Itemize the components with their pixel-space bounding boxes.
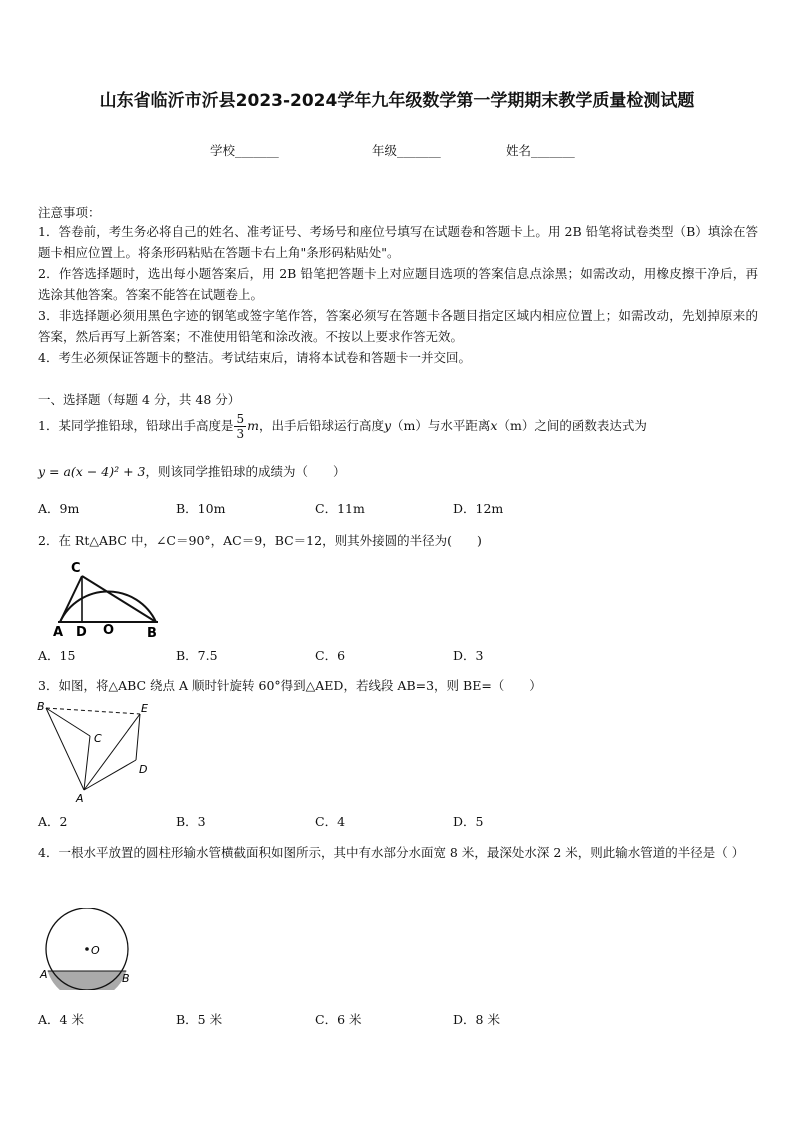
q1-text-part4: （m）之间的函数表达式为 [497,418,647,433]
q3-option-c: C．4 [315,814,346,829]
q1-unit: m [247,418,259,433]
q2-option-c: C．6 [315,648,346,663]
q2-semicircle [60,591,156,622]
notice-item-4: 4．考生必须保证答题卡的整洁。考试结束后，请将本试卷和答题卡一并交回。 [38,350,471,365]
q2-figure [48,556,164,640]
notice-item-1: 1．答卷前，考生务必将自己的姓名、准考证号、考场号和座位号填写在试题卷和答题卡上。用 2B 铅笔将试卷类型（B）填涂在答题卡相应位置上。将条形码粘贴在答题卡右上角"条形码粘贴处"。 [38,224,758,260]
q2-side-cb [82,576,156,622]
q4-option-d: D．8 米 [453,1012,500,1027]
grade-field-label: 年级_______ [372,143,441,158]
q1-text-part1: 1．某同学推铅球，铅球出手高度是 [38,418,234,433]
q2-label-b: B [147,626,157,640]
section-heading: 一、选择题（每题 4 分，共 48 分） [38,392,241,407]
q4-option-c: C．6 米 [315,1012,362,1027]
q3-segment-be [46,708,140,714]
question-2-stem: 2．在 Rt△ABC 中，∠C＝90°，AC＝9，BC＝12，则其外接圆的半径为( ) [38,533,482,548]
q4-water-region [48,971,127,990]
q3-label-d: D [139,763,148,776]
q1-text-line2: ，则该同学推铅球的成绩为（ ） [145,464,346,479]
q4-label-b: B [122,972,130,985]
notice-item-3: 3．非选择题必须用黑色字迹的钢笔或签字笔作答，答案必须写在答题卡各题目指定区域内相应位置上；如需改动，先划掉原来的答案，然后再写上新答案；不准使用铅笔和涂改液。不按以上要求作答无效。 [38,308,758,344]
question-3-stem: 3．如图，将△ABC 绕点 A 顺时针旋转 60°得到△AED，若线段 AB=3，则 BE=（ ） [38,678,542,693]
q4-figure [36,908,140,990]
q1-option-a: A．9m [38,501,80,516]
q2-label-d: D [76,625,87,640]
name-field-label: 姓名_______ [506,143,575,158]
q1-text-part3: （m）与水平距离 [391,418,491,433]
q3-figure [34,698,158,806]
q3-label-e: E [141,702,148,715]
q3-side-ca [84,736,90,790]
q3-option-b: B．3 [176,814,206,829]
q4-label-a: A [40,968,48,981]
q4-label-o: O [91,944,100,957]
q2-label-o: O [103,623,115,638]
notice-heading: 注意事项： [38,205,101,220]
q3-label-c: C [94,732,102,745]
q4-option-a: A．4 米 [38,1012,84,1027]
q3-option-d: D．5 [453,814,484,829]
q2-option-b: B．7.5 [176,648,218,663]
q1-formula: y = a(x − 4)² + 3 [38,464,146,479]
q1-option-d: D．12m [453,501,504,516]
q2-side-ac [60,576,82,622]
q2-label-a: A [53,625,64,640]
q2-label-c: C [71,561,81,576]
q3-side-ae [84,714,140,790]
notice-item-2: 2．作答选择题时，选出每小题答案后，用 2B 铅笔把答题卡上对应题目选项的答案信息点涂黑；如需改动，用橡皮擦干净后，再选涂其他答案。答案不能答在试题卷上。 [38,266,758,302]
page-title: 山东省临沂市沂县2023-2024学年九年级数学第一学期期末教学质量检测试题 [99,91,695,111]
question-1-line2 [38,462,346,480]
q3-side-ed [136,714,140,760]
q3-side-da [84,760,136,790]
q1-option-b: B．10m [176,501,226,516]
q3-option-a: A．2 [38,814,68,829]
q2-option-d: D．3 [453,648,484,663]
q1-option-c: C．11m [315,501,365,516]
q1-var-x: x [490,418,498,433]
q2-option-a: A．15 [38,648,76,663]
q4-option-b: B．5 米 [176,1012,223,1027]
q3-label-a: A [76,792,84,805]
q1-frac-den: 3 [236,427,245,441]
question-1-stem [38,412,647,441]
q1-var-y: y [383,418,392,433]
q1-fraction [234,412,246,441]
question-4-stem: 4．一根水平放置的圆柱形输水管横截面积如图所示，其中有水部分水面宽 8 米，最深处水深 2 米，则此输水管道的半径是（ ） [38,845,745,860]
school-field-label: 学校_______ [210,143,279,158]
q1-frac-num: 5 [236,412,245,426]
q3-label-b: B [37,700,45,713]
q1-text-part2: ，出手后铅球运行高度 [258,418,384,433]
q4-center-dot [85,947,89,951]
